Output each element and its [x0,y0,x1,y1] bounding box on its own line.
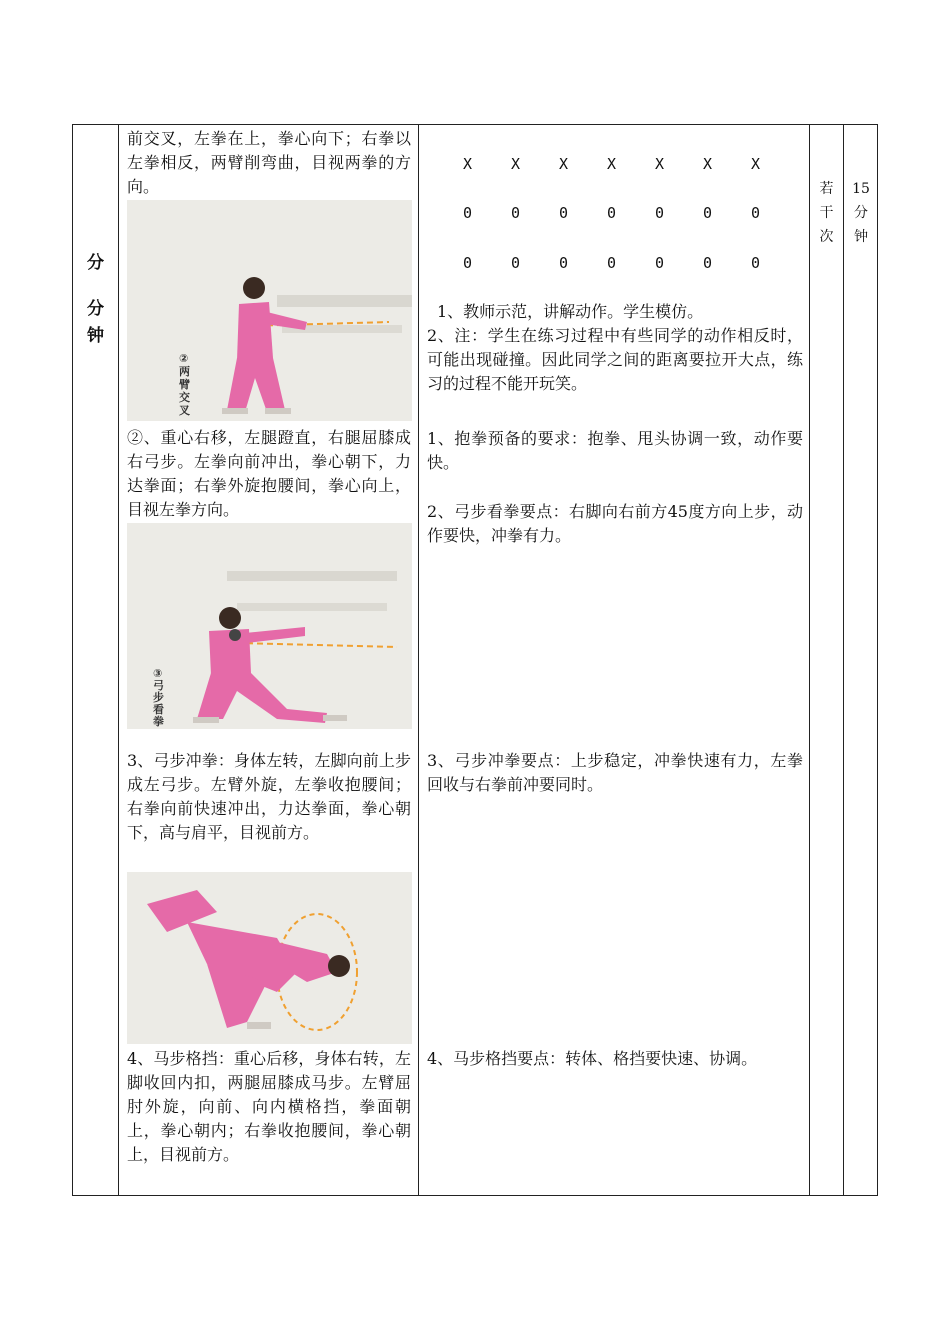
formation-mark: 0 [607,204,617,222]
formation-mark: 0 [559,204,569,222]
col-divider-2 [418,125,419,1195]
formation-mark: X [607,155,617,173]
step4-text: 4、马步格挡：重心后移，身体右转，左脚收回内扣，两腿屈膝成马步。左臂屈肘外旋，向前、向内横格挡，拳面朝上，拳心朝内；右拳收抱腰间，拳心朝上，目视前方。 [127,1049,411,1164]
intro-text: 前交叉，左拳在上，拳心向下；右拳以左拳相反，两臂削弯曲，目视两拳的方向。 [127,129,411,196]
reps-char-2: 干 [819,205,834,221]
formation-mark: 0 [703,204,713,222]
formation-mark: X [463,155,473,173]
reps-char-1: 若 [819,181,834,197]
formation-mark: 0 [559,254,569,272]
formation-row-3 [463,251,763,275]
col-divider-1 [118,125,119,1195]
formation-row-2 [463,201,763,225]
formation-mark: 0 [463,204,473,222]
lesson-table [72,124,878,1196]
formation-mark: X [559,155,569,173]
phase-label-2: 分 [87,299,104,319]
time-char-1: 15 [852,181,870,197]
formation-mark: 0 [463,254,473,272]
formation-mark: 0 [655,254,665,272]
note-teacher-demo: 1、教师示范，讲解动作。学生模仿。 [437,302,704,321]
photo-bow-stance [127,523,412,729]
formation-mark: 0 [511,204,521,222]
step2-text: ②、重心右移，左腿蹬直，右腿屈膝成右弓步。左拳向前冲出，拳心朝下，力达拳面；右拳外旋抱腰间，拳心向上，目视左拳方向。 [127,428,411,519]
photo1-caption: ②两臂交叉 [179,352,190,417]
formation-mark: X [751,155,761,173]
formation-mark: 0 [751,204,761,222]
note-safety: 2、注：学生在练习过程中有些同学的动作相反时，可能出现碰撞。因此同学之间的距离要拉开大点，练习的过程不能开玩笑。 [427,326,803,393]
time-char-3: 钟 [854,229,868,245]
formation-row-1 [463,152,763,176]
req-bow-stance-look: 2、弓步看拳要点：右脚向右前方45度方向上步，动作要快，冲拳有力。 [427,502,803,545]
formation-mark: 0 [751,254,761,272]
formation-mark: X [655,155,665,173]
phase-label-3: 钟 [87,326,104,346]
step3-text: 3、弓步冲拳：身体左转，左脚向前上步成左弓步。左臂外旋，左拳收抱腰间；右拳向前快速冲出，力达拳面，拳心朝下，高与肩平，目视前方。 [127,751,411,842]
formation-mark: 0 [703,254,713,272]
req-horse-stance-block: 4、马步格挡要点：转体、格挡要快速、协调。 [427,1049,758,1068]
formation-mark: X [703,155,713,173]
req-bow-stance-punch: 3、弓步冲拳要点：上步稳定，冲拳快速有力，左拳回收与右拳前冲要同时。 [427,751,803,794]
time-char-2: 分 [854,205,868,221]
formation-mark: 0 [607,254,617,272]
reps-char-3: 次 [819,229,834,245]
formation-mark: 0 [655,204,665,222]
formation-mark: X [511,155,521,173]
col-divider-4 [843,125,844,1195]
req-ready-stance: 1、抱拳预备的要求：抱拳、甩头协调一致，动作要快。 [427,429,803,472]
photo2-caption: ③弓步看拳 [153,667,164,728]
formation-mark: 0 [511,254,521,272]
photo-arms-crossed [127,200,412,421]
col-divider-3 [809,125,810,1195]
phase-label-1: 分 [87,253,104,273]
photo-bow-stance-punch [127,872,412,1044]
